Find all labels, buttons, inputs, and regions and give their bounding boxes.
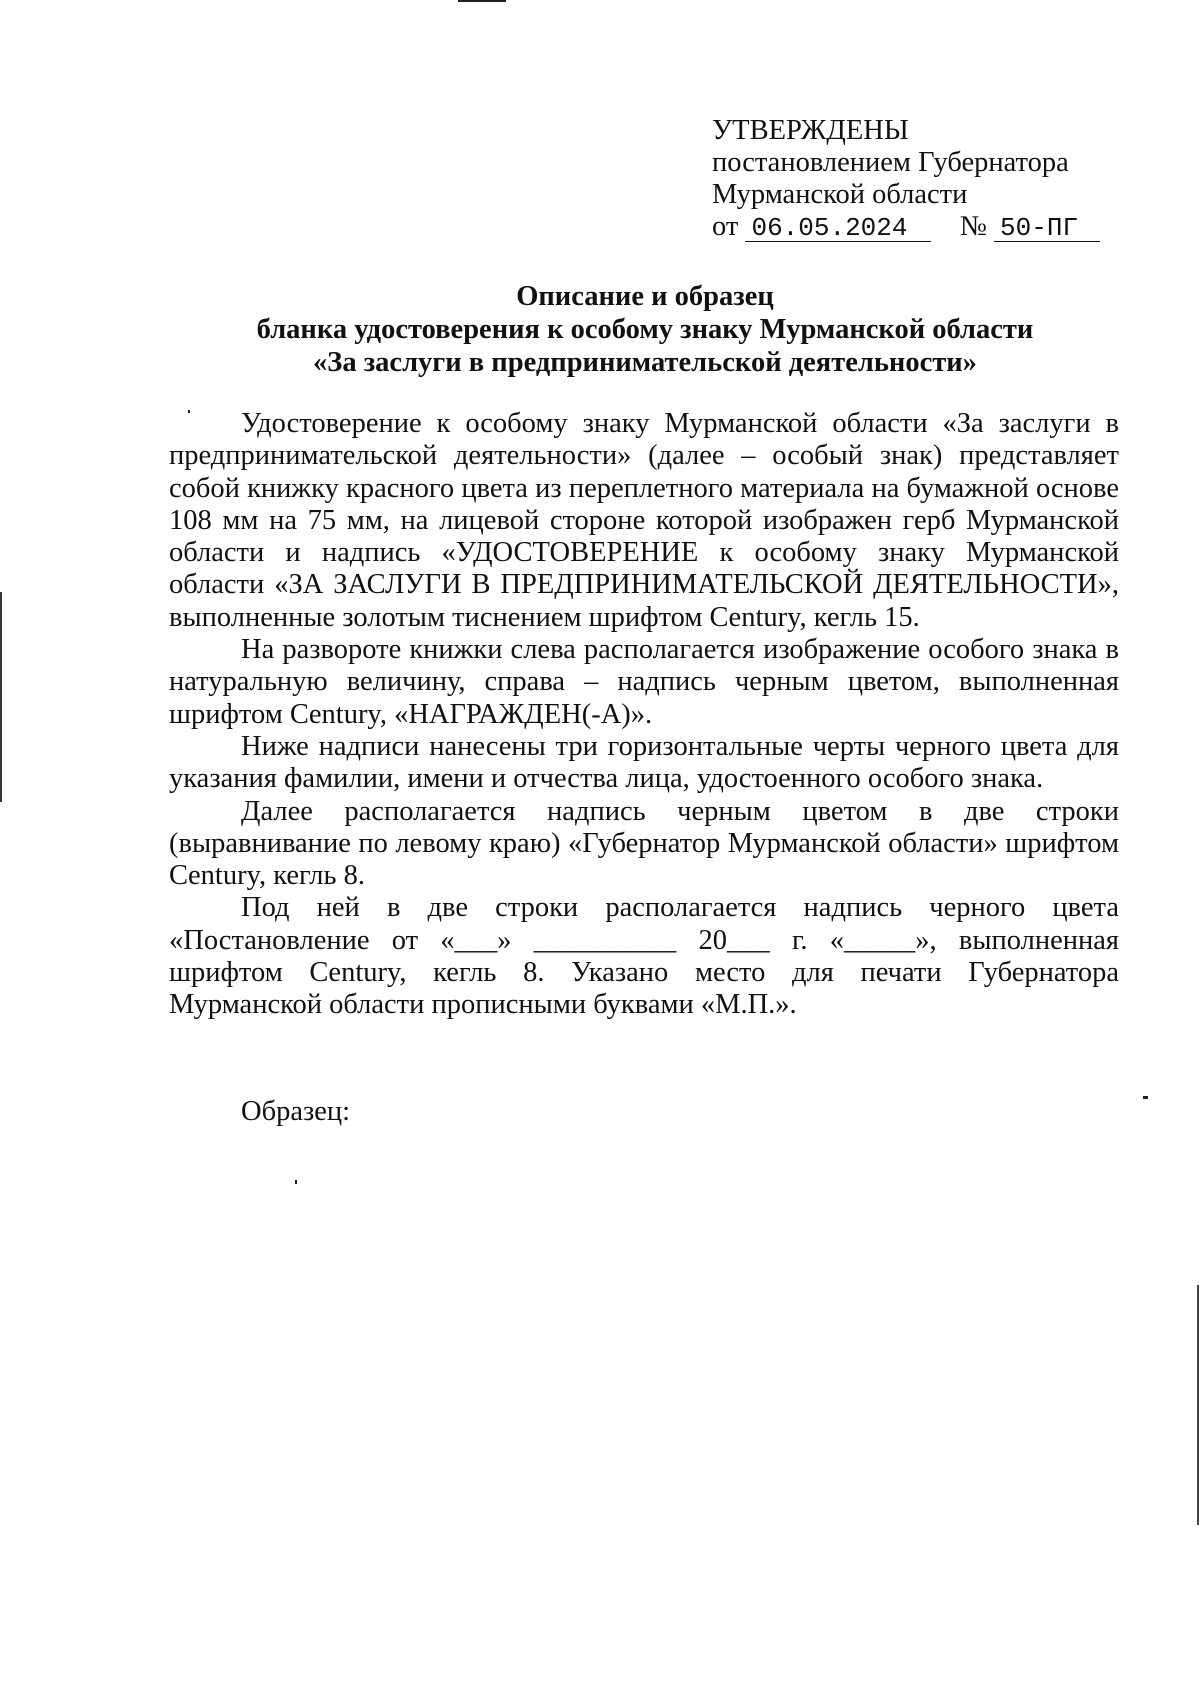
title-line: Описание и образец xyxy=(516,281,774,312)
approval-line: Мурманской области xyxy=(712,179,968,210)
approval-line: постановлением Губернатора xyxy=(712,147,1069,178)
approval-heading: УТВЕРЖДЕНЫ xyxy=(712,115,909,146)
body-paragraph: Под ней в две строки располагается надпись черного цвета «Постановление от «___» __________ 20___ г. «_____», выполненная шрифтом Century, кегль 8. Указано место для печати Губернатора Мурманской области прописными буквами «М.П.». xyxy=(169,892,1119,1021)
number-value: 50-ПГ xyxy=(1000,213,1079,243)
scan-artifact-top xyxy=(458,0,506,2)
body-paragraph: На развороте книжки слева располагается изображение особого знака в натуральную величину, справа – надпись черным цветом, выполненная шрифтом Century, «НАГРАЖДЕН(-А)». xyxy=(169,634,1119,730)
approval-block xyxy=(712,115,1100,243)
sample-label: Образец: xyxy=(241,1096,351,1127)
scan-artifact-dot xyxy=(295,1180,297,1184)
title-line: бланка удостоверения к особому знаку Мурманской области xyxy=(256,314,1034,345)
date-field xyxy=(745,214,931,242)
number-prefix: № xyxy=(959,211,987,242)
document-title xyxy=(170,280,1120,379)
scan-artifact-dot xyxy=(1143,1096,1148,1099)
approval-date-line xyxy=(712,211,1100,243)
date-value: 06.05.2024 xyxy=(751,213,908,243)
body-paragraph: Ниже надписи нанесены три горизонтальные черты черного цвета для указания фамилии, имени и отчества лица, удостоенного особого знака. xyxy=(169,730,1119,795)
title-line: «За заслуги в предпринимательской деятельности» xyxy=(313,347,977,378)
scan-artifact-left-edge xyxy=(0,592,2,802)
document-body xyxy=(169,408,1119,1022)
number-field xyxy=(994,214,1100,242)
body-paragraph: Удостоверение к особому знаку Мурманской области «За заслуги в предпринимательской деятельности» (далее – особый знак) представляет собой книжку красного цвета из переплетного материала на бумажной основе 108 мм на 75 мм, на лицевой стороне которой изображен герб Мурманской области и надпись «УДОСТОВЕРЕНИЕ к особому знаку Мурманской области «ЗА ЗАСЛУГИ В ПРЕДПРИНИМАТЕЛЬСКОЙ ДЕЯТЕЛЬНОСТИ», выполненные золотым тиснением шрифтом Century, кегль 15. xyxy=(169,408,1119,633)
date-prefix: от xyxy=(712,211,739,242)
body-paragraph: Далее располагается надпись черным цветом в две строки (выравнивание по левому краю) «Губернатор Мурманской области» шрифтом Century, кегль 8. xyxy=(169,795,1119,892)
scan-artifact-right-edge xyxy=(1197,1285,1199,1525)
